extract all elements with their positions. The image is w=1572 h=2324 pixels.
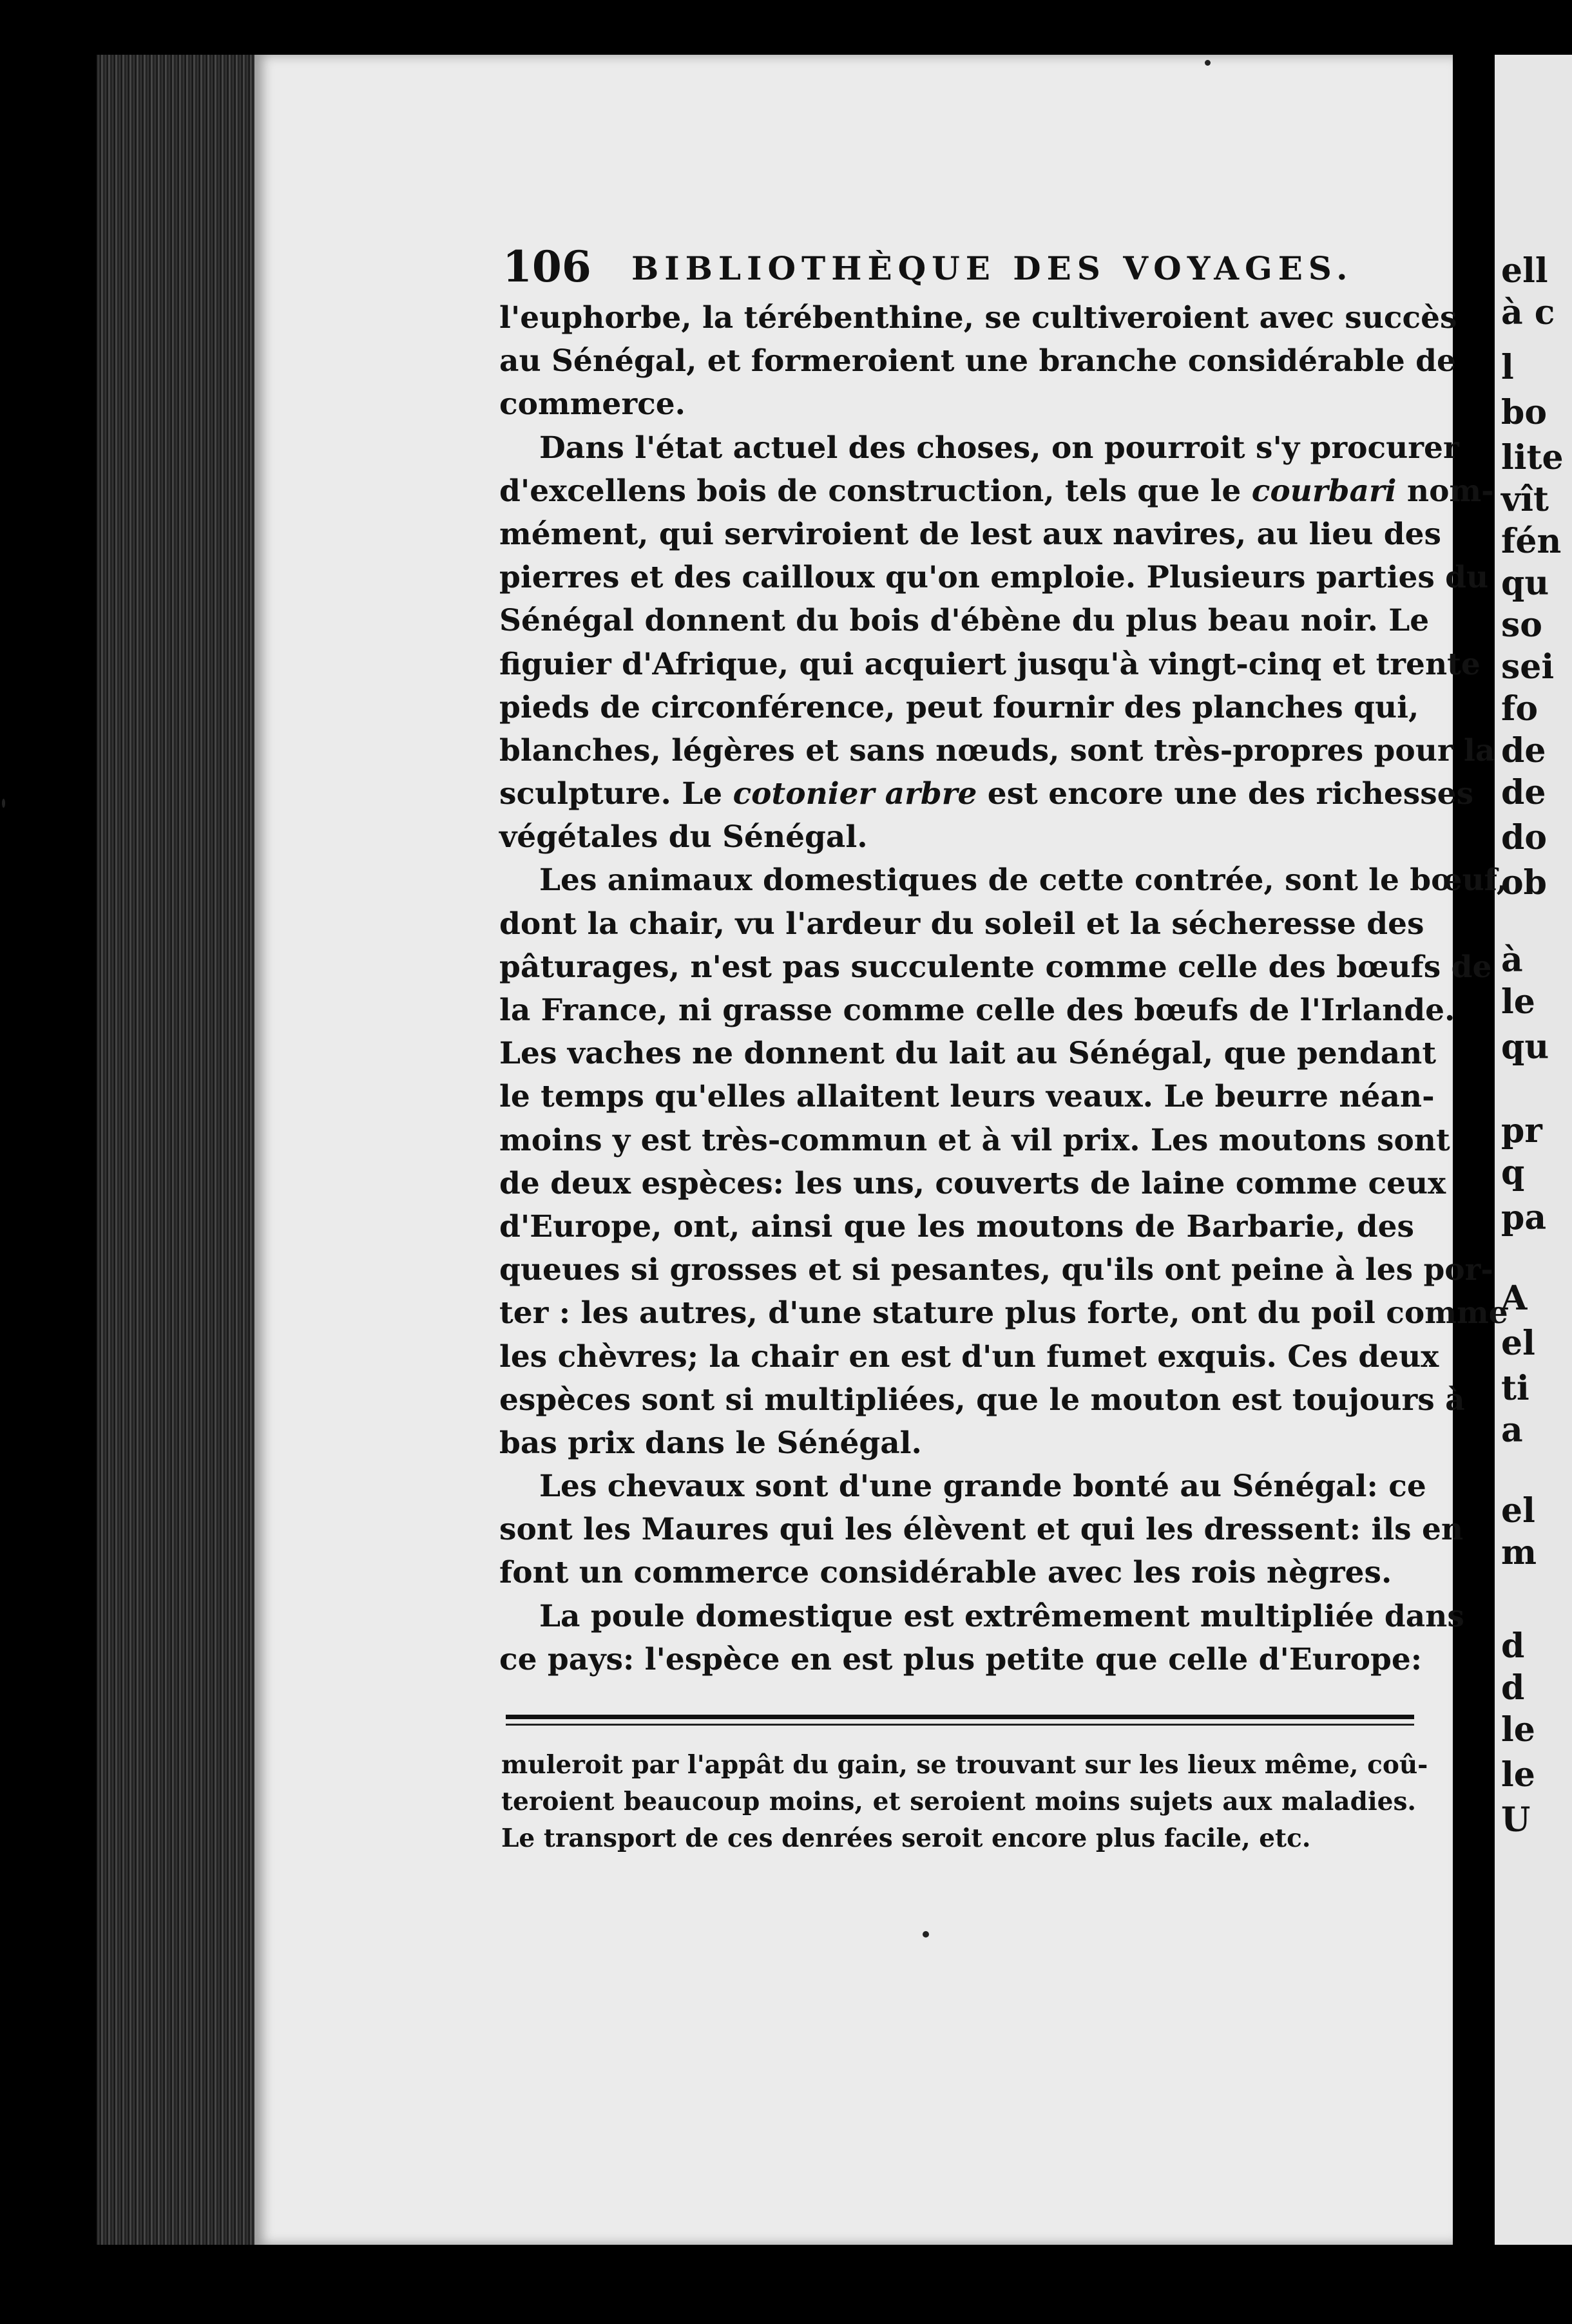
- adjacent-page-text: so: [1501, 605, 1542, 645]
- text-line: ce pays: l'espèce en est plus petite que celle d'Europe:: [499, 1641, 1423, 1677]
- adjacent-page-text: ti: [1501, 1369, 1529, 1408]
- adjacent-page-text: do: [1501, 818, 1548, 857]
- ink-speck: [1205, 60, 1211, 66]
- text-line: pieds de circonférence, peut fournir des planches qui,: [499, 689, 1419, 725]
- adjacent-page-text: à: [1501, 940, 1523, 980]
- text-line: Les chevaux sont d'une grande bonté au Sénégal: ce: [539, 1469, 1426, 1505]
- text-line: mément, qui serviroient de lest aux navires, au lieu des: [499, 516, 1441, 552]
- adjacent-page-text: ell: [1501, 251, 1548, 290]
- adjacent-page-text: fén: [1501, 522, 1562, 561]
- adjacent-page-text: d: [1501, 1626, 1525, 1666]
- book-spine: [97, 55, 258, 2245]
- adjacent-page-text: à c: [1501, 293, 1555, 332]
- text-line: espèces sont si multipliées, que le mouton est toujours à: [499, 1382, 1465, 1418]
- text-line: la France, ni grasse comme celle des bœufs de l'Irlande.: [499, 993, 1455, 1028]
- adjacent-page-text: U: [1501, 1800, 1531, 1840]
- adjacent-page-text: bo: [1501, 393, 1548, 432]
- page-number: 106: [503, 242, 591, 292]
- text-line: de deux espèces: les uns, couverts de laine comme ceux: [499, 1165, 1446, 1201]
- text-line: pierres et des cailloux qu'on emploie. Plusieurs parties du: [499, 560, 1489, 596]
- text-line: pâturages, n'est pas succulente comme celle des bœufs de: [499, 949, 1492, 985]
- text-line: moins y est très-commun et à vil prix. Les moutons sont: [499, 1122, 1450, 1158]
- text-line: dont la chair, vu l'ardeur du soleil et la sécheresse des: [499, 906, 1424, 942]
- text-line: blanches, légères et sans nœuds, sont très-propres pour la: [499, 732, 1495, 768]
- text-line: bas prix dans le Sénégal.: [499, 1425, 922, 1461]
- adjacent-page-text: A: [1501, 1279, 1528, 1318]
- adjacent-page-text: qu: [1501, 564, 1549, 603]
- text-line: d'excellens bois de construction, tels que le courbari nom-: [499, 473, 1494, 509]
- running-title: BIBLIOTHÈQUE DES VOYAGES.: [631, 249, 1354, 287]
- text-line: le temps qu'elles allaitent leurs veaux. Le beurre néan-: [499, 1079, 1435, 1115]
- text-line: figuier d'Afrique, qui acquiert jusqu'à vingt-cinq et trente: [499, 646, 1481, 682]
- text-line: Les vaches ne donnent du lait au Sénégal, que pendant: [499, 1036, 1437, 1072]
- text-line: d'Europe, ont, ainsi que les moutons de Barbarie, des: [499, 1208, 1414, 1244]
- footnote-line: teroient beaucoup moins, et seroient moins sujets aux maladies.: [501, 1787, 1416, 1816]
- adjacent-page-text: q: [1501, 1153, 1525, 1192]
- adjacent-page-text: m: [1501, 1533, 1537, 1572]
- text-line: sont les Maures qui les élèvent et qui les dressent: ils en: [499, 1512, 1464, 1548]
- adjacent-page-text: qu: [1501, 1027, 1549, 1067]
- text-line: végétales du Sénégal.: [499, 819, 868, 855]
- adjacent-page-text: el: [1501, 1324, 1535, 1363]
- adjacent-page-text: le: [1501, 1710, 1535, 1749]
- adjacent-page-text: lite: [1501, 438, 1564, 477]
- adjacent-page-edge: [1495, 55, 1572, 2245]
- adjacent-page-text: l: [1501, 348, 1514, 387]
- footnote-rule-thin: [506, 1724, 1414, 1726]
- footnote-line: Le transport de ces denrées seroit encore plus facile, etc.: [501, 1824, 1311, 1853]
- adjacent-page-text: a: [1501, 1411, 1523, 1450]
- text-line: Sénégal donnent du bois d'ébène du plus beau noir. Le: [499, 603, 1430, 639]
- adjacent-page-text: pr: [1501, 1111, 1542, 1150]
- footnote: [501, 1747, 1428, 1857]
- adjacent-page-text: vît: [1501, 480, 1549, 519]
- text-line: Dans l'état actuel des choses, on pourroit s'y procurer: [539, 430, 1459, 466]
- adjacent-page-text: le: [1501, 982, 1535, 1022]
- adjacent-page-text: sei: [1501, 647, 1555, 687]
- adjacent-page-text: ob: [1501, 863, 1548, 902]
- adjacent-page-text: pa: [1501, 1198, 1547, 1237]
- adjacent-page-text: de: [1501, 773, 1546, 812]
- text-line: les chèvres; la chair en est d'un fumet exquis. Ces deux: [499, 1338, 1439, 1375]
- adjacent-page-text: fo: [1501, 689, 1538, 729]
- text-line: font un commerce considérable avec les rois nègres.: [499, 1555, 1392, 1591]
- adjacent-page-text: d: [1501, 1668, 1525, 1708]
- footnote-line: muleroit par l'appât du gain, se trouvant sur les lieux même, coû-: [501, 1750, 1428, 1780]
- text-line: La poule domestique est extrêmement multipliée dans: [539, 1598, 1464, 1634]
- adjacent-page-text: le: [1501, 1755, 1535, 1795]
- adjacent-page-text: el: [1501, 1491, 1535, 1530]
- text-line: au Sénégal, et formeroient une branche considérable de: [499, 343, 1456, 379]
- adjacent-page-text: de: [1501, 731, 1546, 770]
- text-line: ter : les autres, d'une stature plus forte, ont du poil comme: [499, 1295, 1508, 1331]
- text-line: queues si grosses et si pesantes, qu'ils ont peine à les por-: [499, 1252, 1493, 1288]
- text-line: commerce.: [499, 386, 685, 423]
- text-line: sculpture. Le cotonier arbre est encore une des richesses: [499, 776, 1474, 812]
- text-line: l'euphorbe, la térébenthine, se cultiveroient avec succès: [499, 300, 1457, 336]
- body-text: [499, 296, 1508, 1681]
- text-line: Les animaux domestiques de cette contrée, sont le bœuf,: [539, 862, 1508, 899]
- ink-speck: [2, 799, 5, 808]
- page-header: [503, 242, 1533, 293]
- footnote-rule: [506, 1715, 1414, 1719]
- ink-speck: [923, 1931, 929, 1938]
